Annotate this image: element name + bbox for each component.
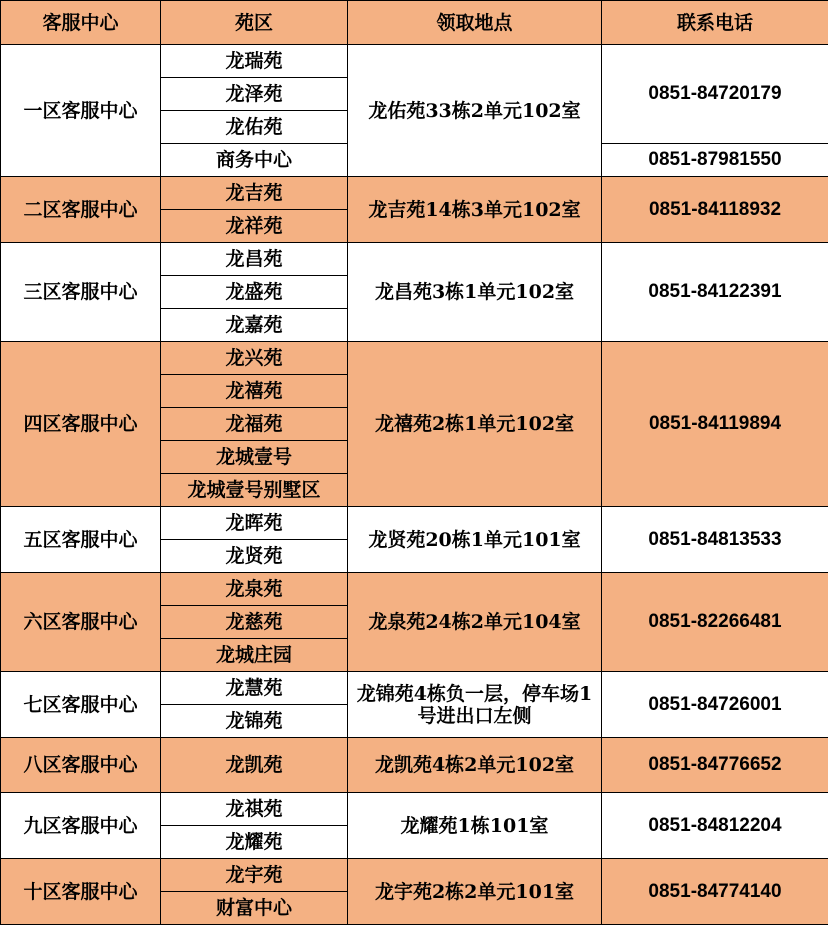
pickup-location: 龙宇苑2栋2单元101室 (348, 859, 602, 925)
center-name: 六区客服中心 (1, 573, 161, 672)
center-name: 五区客服中心 (1, 507, 161, 573)
estate-name: 龙宇苑 (161, 859, 348, 892)
phone-number: 0851-84720179 (602, 45, 828, 144)
table-row (1, 177, 828, 210)
estate-name: 龙禧苑 (161, 375, 348, 408)
estate-name: 龙贤苑 (161, 540, 348, 573)
pickup-location: 龙耀苑1栋101室 (348, 793, 602, 859)
estate-name: 龙城庄园 (161, 639, 348, 672)
table-row (1, 342, 828, 375)
estate-name: 龙泽苑 (161, 78, 348, 111)
header-row (1, 1, 828, 45)
estate-name: 龙福苑 (161, 408, 348, 441)
pickup-location: 龙贤苑20栋1单元101室 (348, 507, 602, 573)
estate-name: 龙祥苑 (161, 210, 348, 243)
phone-number: 0851-84119894 (602, 342, 828, 507)
center-name: 七区客服中心 (1, 672, 161, 738)
table-row (1, 793, 828, 826)
estate-name: 商务中心 (161, 144, 348, 177)
pickup-location: 龙禧苑2栋1单元102室 (348, 342, 602, 507)
header-phone: 联系电话 (602, 1, 828, 45)
pickup-location: 龙昌苑3栋1单元102室 (348, 243, 602, 342)
estate-name: 龙耀苑 (161, 826, 348, 859)
estate-name: 龙昌苑 (161, 243, 348, 276)
table-row (1, 859, 828, 892)
estate-name: 龙慧苑 (161, 672, 348, 705)
center-name: 一区客服中心 (1, 45, 161, 177)
pickup-location: 龙锦苑4栋负一层，停车场1号进出口左侧 (348, 672, 602, 738)
header-location: 领取地点 (348, 1, 602, 45)
table-row (1, 243, 828, 276)
estate-name: 龙兴苑 (161, 342, 348, 375)
center-name: 八区客服中心 (1, 738, 161, 793)
estate-name: 龙嘉苑 (161, 309, 348, 342)
center-name: 二区客服中心 (1, 177, 161, 243)
pickup-location: 龙吉苑14栋3单元102室 (348, 177, 602, 243)
estate-name: 龙晖苑 (161, 507, 348, 540)
estate-name: 龙泉苑 (161, 573, 348, 606)
estate-name: 龙凯苑 (161, 738, 348, 793)
phone-number: 0851-84122391 (602, 243, 828, 342)
phone-number: 0851-84774140 (602, 859, 828, 925)
table-row (1, 573, 828, 606)
estate-name: 龙佑苑 (161, 111, 348, 144)
estate-name: 龙吉苑 (161, 177, 348, 210)
estate-name: 龙城壹号 (161, 441, 348, 474)
center-name: 九区客服中心 (1, 793, 161, 859)
estate-name: 龙盛苑 (161, 276, 348, 309)
estate-name: 龙祺苑 (161, 793, 348, 826)
estate-name: 龙城壹号别墅区 (161, 474, 348, 507)
phone-number: 0851-84812204 (602, 793, 828, 859)
pickup-location: 龙凯苑4栋2单元102室 (348, 738, 602, 793)
pickup-location: 龙泉苑24栋2单元104室 (348, 573, 602, 672)
phone-number: 0851-87981550 (602, 144, 828, 177)
phone-number: 0851-84776652 (602, 738, 828, 793)
center-name: 三区客服中心 (1, 243, 161, 342)
table-row (1, 738, 828, 793)
phone-number: 0851-84118932 (602, 177, 828, 243)
center-name: 十区客服中心 (1, 859, 161, 925)
table-row (1, 45, 828, 78)
estate-name: 龙瑞苑 (161, 45, 348, 78)
header-center: 客服中心 (1, 1, 161, 45)
estate-name: 龙慈苑 (161, 606, 348, 639)
phone-number: 0851-84726001 (602, 672, 828, 738)
phone-number: 0851-82266481 (602, 573, 828, 672)
center-name: 四区客服中心 (1, 342, 161, 507)
table-row (1, 507, 828, 540)
table-row (1, 672, 828, 705)
estate-name: 财富中心 (161, 892, 348, 925)
estate-name: 龙锦苑 (161, 705, 348, 738)
header-estate: 苑区 (161, 1, 348, 45)
phone-number: 0851-84813533 (602, 507, 828, 573)
pickup-location: 龙佑苑33栋2单元102室 (348, 45, 602, 177)
